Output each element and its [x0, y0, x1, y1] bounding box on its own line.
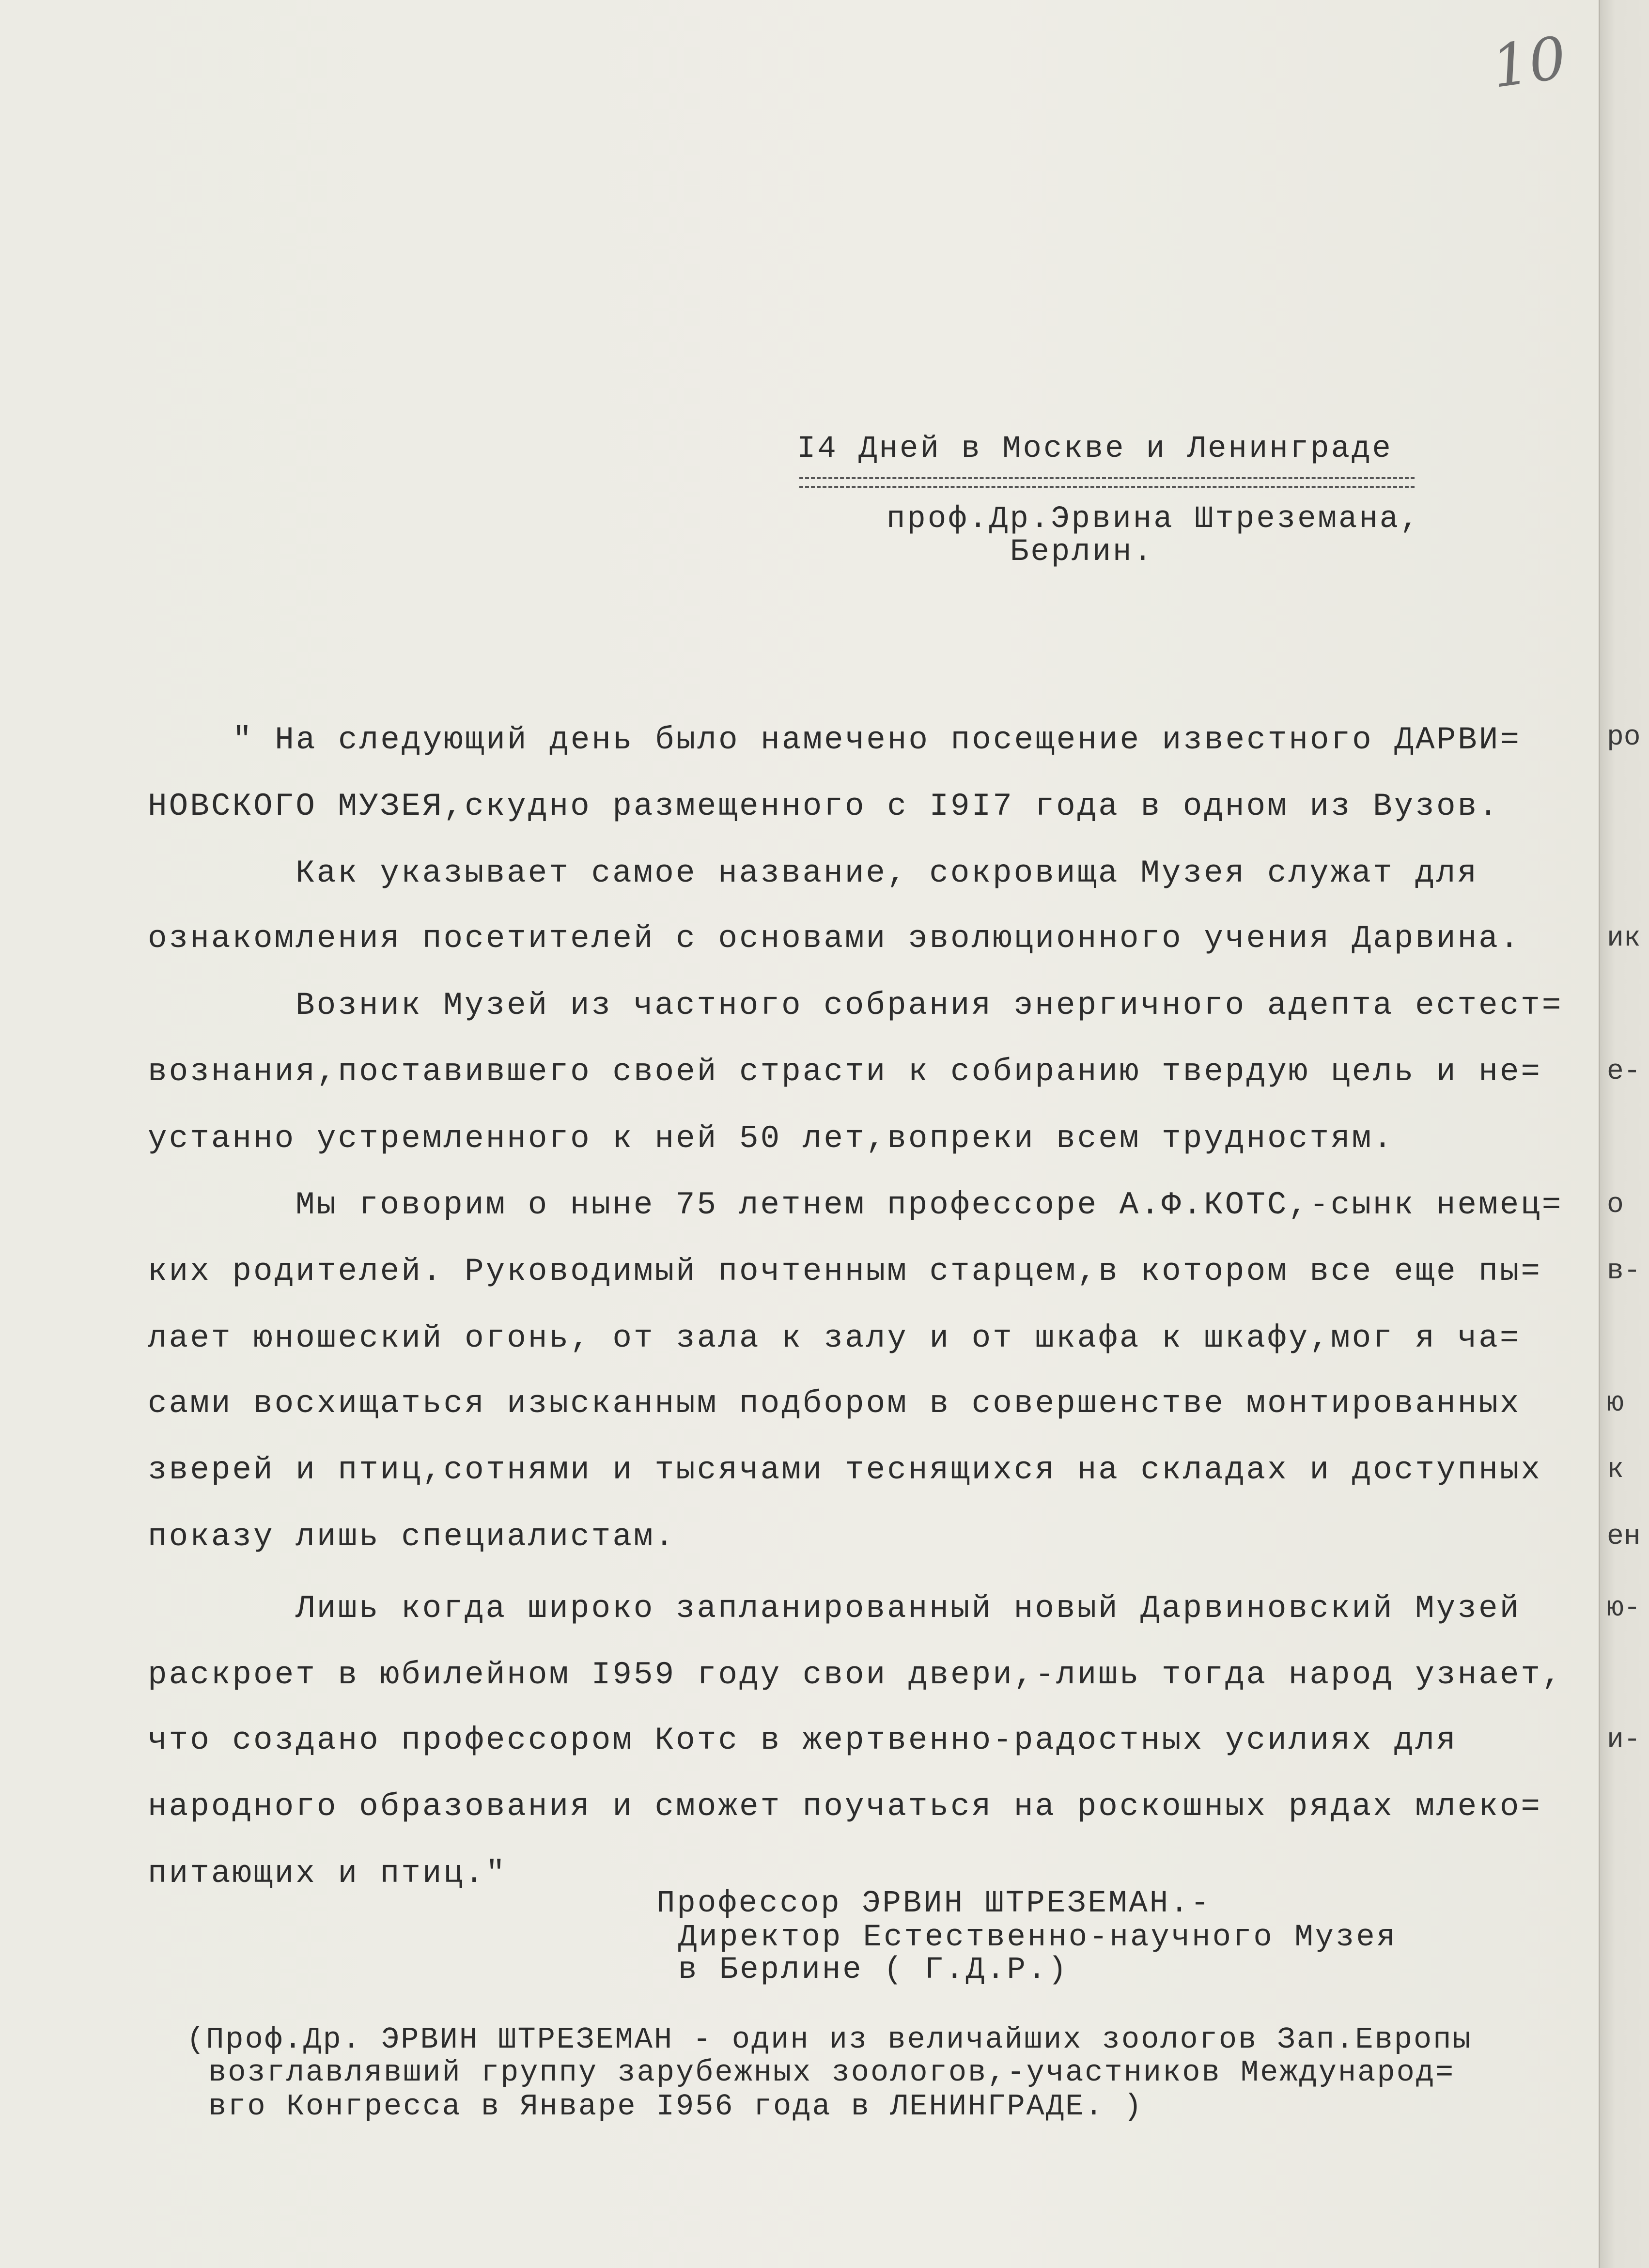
signature-title: Директор Естественно-научного Музея [678, 1920, 1398, 1955]
footnote-line: (Проф.Др. ЭРВИН ШТРЕЗЕМАН - один из величайших зоологов Зап.Европы [187, 2022, 1472, 2057]
body-line: вознания,поставившего своей страсти к собиранию твердую цель и не= [148, 1054, 1542, 1090]
edge-fragment: ик [1607, 923, 1641, 954]
page-number: 10 [1488, 24, 1571, 101]
footnote-line: возглавлявший группу зарубежных зоологов,-участников Международ= [208, 2055, 1455, 2090]
signature-place: в Берлине ( Г.Д.Р.) [678, 1953, 1069, 1988]
body-line: Лишь когда широко запланированный новый Дарвиновский Музей [296, 1590, 1521, 1627]
body-line: лает юношеский огонь, от зала к залу и от шкафа к шкафу,мог я ча= [148, 1320, 1521, 1356]
title-underline [799, 477, 1415, 488]
body-line: показу лишь специалистам. [148, 1519, 676, 1555]
body-line: зверей и птиц,сотнями и тысячами теснящихся на складах и доступных [148, 1452, 1542, 1488]
signature-name: Профессор ЭРВИН ШТРЕЗЕМАН.- [656, 1886, 1211, 1921]
body-line: НОВСКОГО МУЗЕЯ,скудно размещенного с I9I7 года в одном из Вузов. [148, 788, 1500, 824]
edge-fragment: в- [1607, 1256, 1641, 1287]
body-line: Мы говорим о ныне 75 летнем профессоре А.Ф.КОТС,-сынк немец= [296, 1187, 1563, 1223]
edge-fragment: ю- [1607, 1593, 1641, 1624]
author-line: проф.Др.Эрвина Штреземана, [887, 502, 1421, 537]
body-line: раскроет в юбилейном I959 году свои двери,-лишь тогда народ узнает, [148, 1657, 1563, 1693]
edge-fragment: ро [1607, 722, 1641, 753]
body-line: Как указывает самое название, сокровища Музея служат для [296, 855, 1478, 891]
footnote-line: вго Конгресса в Январе I956 года в ЛЕНИНГРАДЕ. ) [208, 2089, 1143, 2124]
edge-fragment: о [1607, 1189, 1624, 1221]
document-title: I4 Дней в Москве и Ленинграде [797, 432, 1393, 466]
next-sheet-edge [1599, 0, 1649, 2268]
body-line: народного образования и сможет поучаться на роскошных рядах млеко= [148, 1788, 1542, 1825]
body-line: питающих и птиц." [148, 1855, 507, 1892]
body-line: Возник Музей из частного собрания энергичного адепта естест= [296, 987, 1563, 1024]
body-line: сами восхищаться изысканным подбором в совершенстве монтированных [148, 1385, 1521, 1422]
edge-fragment: к [1607, 1454, 1624, 1486]
edge-fragment: ю [1607, 1388, 1624, 1419]
body-line: " На следующий день было намечено посещение известного ДАРВИ= [233, 722, 1521, 758]
body-line: ких родителей. Руководимый почтенным старцем,в котором все еще пы= [148, 1253, 1542, 1289]
body-line: ознакомления посетителей с основами эволюционного учения Дарвина. [148, 920, 1521, 957]
body-line: что создано профессором Котс в жертвенно-радостных усилиях для [148, 1722, 1458, 1758]
edge-fragment: и- [1607, 1724, 1641, 1756]
edge-fragment: е- [1607, 1056, 1641, 1087]
body-line: устанно устремленного к ней 50 лет,вопреки всем трудностям. [148, 1120, 1394, 1157]
edge-fragment: ен [1607, 1521, 1641, 1553]
author-city: Берлин. [1010, 535, 1154, 570]
